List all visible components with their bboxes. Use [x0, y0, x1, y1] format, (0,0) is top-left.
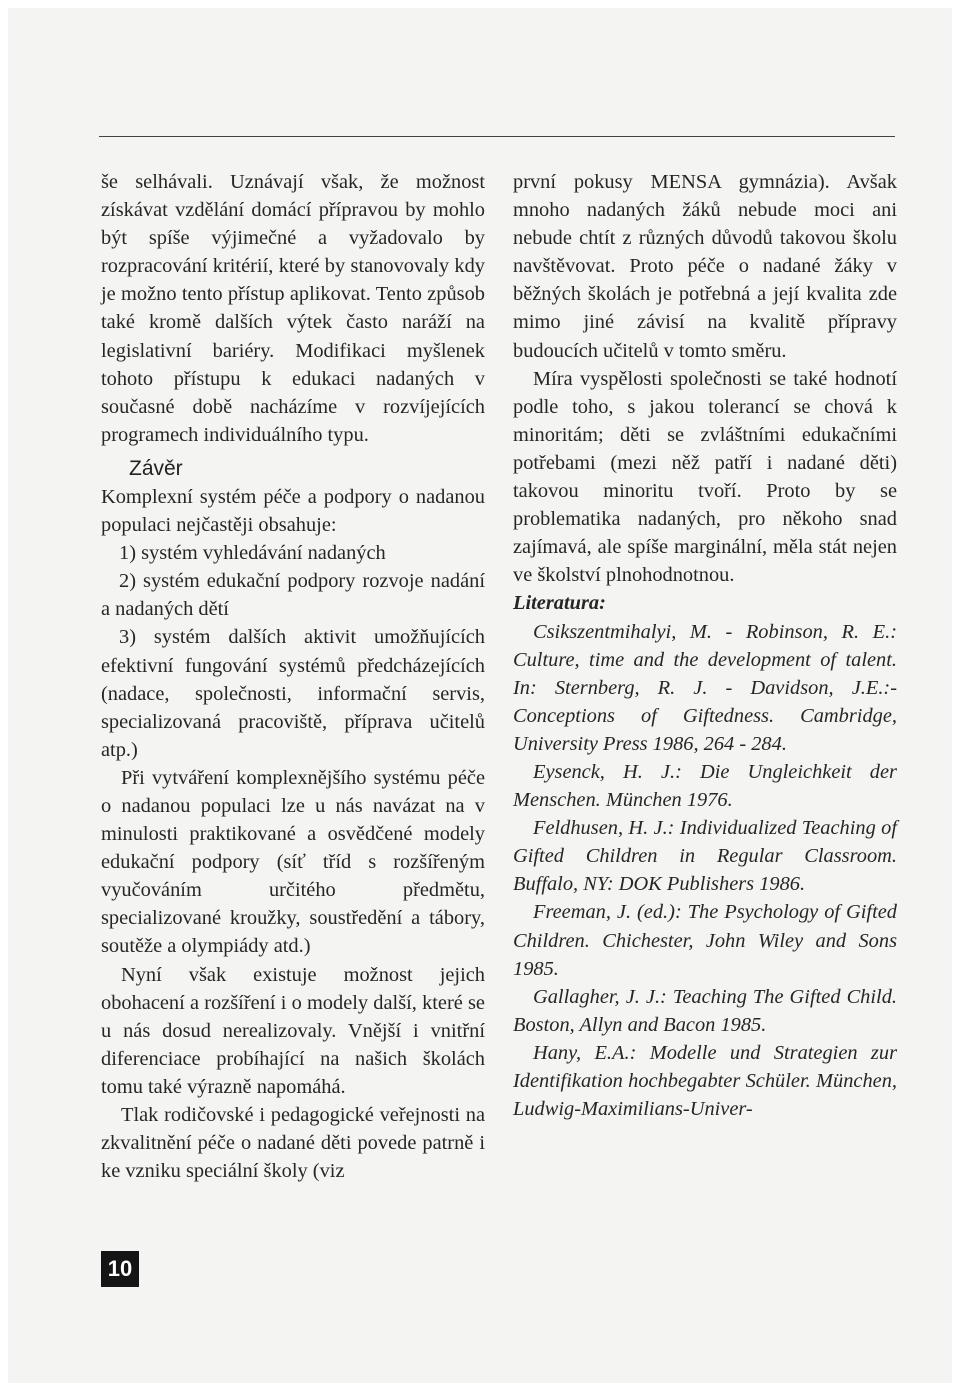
list-item: 3) systém dalších aktivit umožňujících efektivní fungování systémů předcházejících (nadace, společnosti, informační servis, specializovaná pracoviště, příprava učitelů atp.) [101, 626, 485, 761]
body-paragraph: Míra vyspělosti společnosti se také hodnotí podle toho, s jakou tolerancí se chová k minoritám; děti se zvláštními edukačními potřebami (mezi něž patří i nadané děti) takovou minoritu tvoří. Proto by se problematika nadaných, pro někoho snad zajímavá, ale spíše marginální, měla stát nejen ve školství plnohodnotnou. [513, 367, 897, 587]
reference-item: Hany, E.A.: Modelle und Strategien zur Identifikation hochbegabter Schüler. München, Ludwig-Maximilians-Univer- [513, 1041, 897, 1121]
page-number: 10 [101, 1251, 139, 1287]
reference-item: Gallagher, J. J.: Teaching The Gifted Child. Boston, Allyn and Bacon 1985. [513, 985, 897, 1036]
section-heading: Závěr [129, 456, 183, 480]
reference-item: Csikszentmihalyi, M. - Robinson, R. E.: Culture, time and the development of talent. In: Sternberg, R. J. - Davidson, J.E.:- Conceptions of Giftedness. Cambridge, University Press 1986, 264 - 284. [513, 620, 897, 755]
body-paragraph: Nyní však existuje možnost jejich obohacení a rozšíření i o modely další, které se u nás dosud nerealizovaly. Vnější i vnitřní diferenciace probíhající na našich školách tomu také výrazně napomáhá. [101, 963, 485, 1098]
reference-item: Eysenck, H. J.: Die Ungleichkeit der Menschen. München 1976. [513, 760, 897, 812]
reference-item: Feldhusen, H. J.: Individualized Teaching of Gifted Children in Regular Classroom. Buffalo, NY: DOK Publishers 1986. [513, 817, 897, 896]
body-paragraph: Při vytváření komplexnějšího systému péče o nadanou populaci lze u nás navázat na v minulosti praktikované a osvědčené modely edukační podpory (síť tříd s rozšířeným vyučováním určitého předmětu, specializované kroužky, soustředění a tábory, soutěže a olympiády atd.) [101, 766, 485, 958]
continued-paragraph: první pokusy MENSA gymnázia). Avšak mnoho nadaných žáků nebude moci ani nebude chtít z různých důvodů takovou školu navštěvovat. Proto péče o nadané žáky v běžných školách je potřebná a její kvalita zde mimo jiné závisí na kvalitě přípravy budoucích učitelů v tomto směru. [513, 171, 897, 362]
literature-heading: Literatura: [513, 592, 606, 615]
left-column [101, 168, 485, 1185]
body-paragraph: Tlak rodičovské i pedagogické veřejnosti na zkvalitnění péče o nadané děti povede patrně i ke vzniku speciální školy (viz [101, 1104, 485, 1183]
list-item: 1) systém vyhledávání nadaných [119, 542, 386, 565]
list-item: 2) systém edukační podpory rozvoje nadání a nadaných dětí [101, 570, 485, 621]
right-column [513, 168, 897, 1123]
reference-item: Freeman, J. (ed.): The Psychology of Gifted Children. Chichester, John Wiley and Sons 1985. [513, 901, 897, 980]
intro-paragraph: še selhávali. Uznávají však, že možnost získávat vzdělání domácí přípravou by mohlo být spíše výjimečné a vyžadovalo by rozpracování kritérií, které by stanovovaly kdy je možno tento přístup aplikovat. Tento způsob také kromě dalších výtek často naráží na legislativní bariéry. Modifikaci myšlenek tohoto přístupu k edukaci nadaných v současné době nacházíme v rozvíjejících programech individuálního typu. [101, 171, 485, 446]
summary-intro: Komplexní systém péče a podpory o nadanou populaci nejčastěji obsahuje: [101, 485, 485, 537]
header-rule [99, 136, 895, 137]
